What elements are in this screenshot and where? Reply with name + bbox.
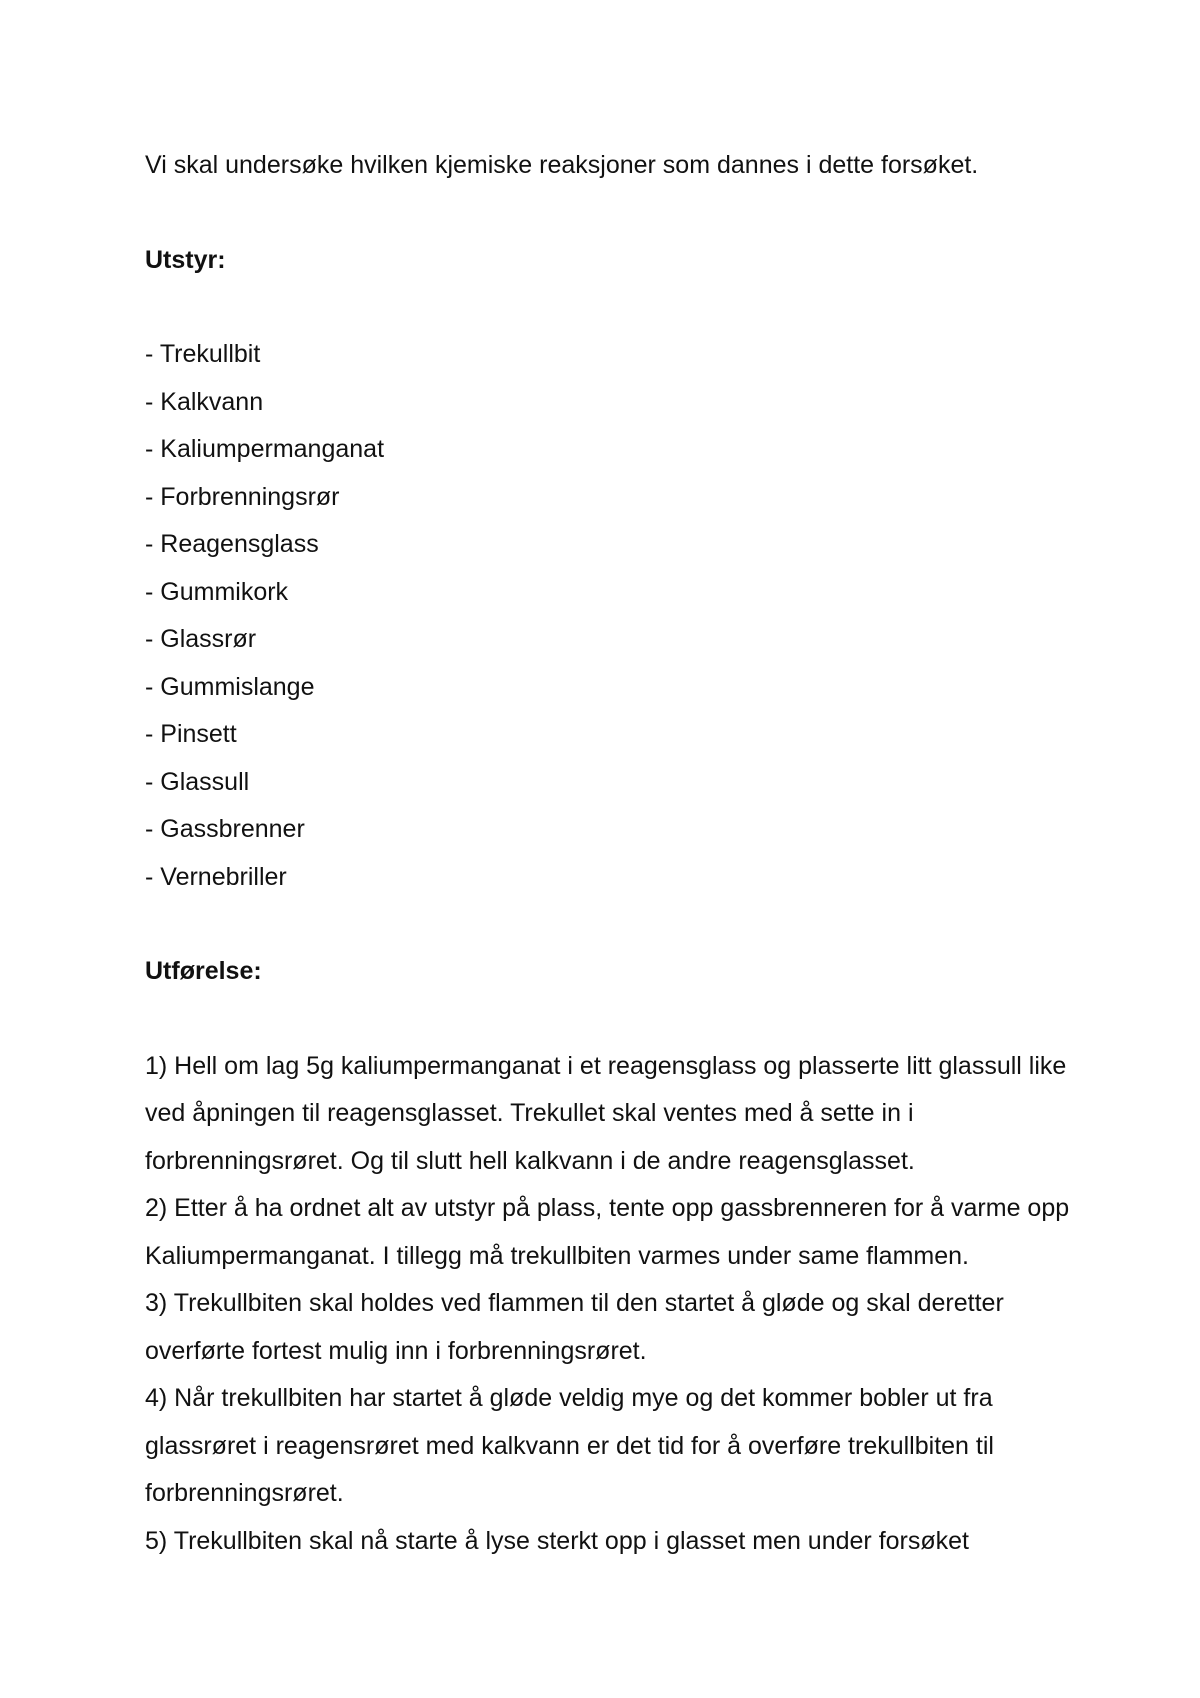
equipment-item: - Gummislange — [145, 672, 315, 701]
equipment-item: - Gassbrenner — [145, 815, 305, 843]
equipment-item: - Kalkvann — [145, 387, 264, 416]
equipment-heading: Utstyr: — [145, 245, 226, 274]
equipment-list — [145, 331, 1085, 901]
procedure-step: 1) Hell om lag 5g kaliumpermanganat i et reagensglass og plasserte litt glassull like ved åpningen til reagensglasset. Trekullet skal ventes med å sette in i forbrenningsrøret. Og til slutt hell kalkvann i de andre reagensglasset. — [145, 1051, 1067, 1175]
equipment-item: - Forbrenningsrør — [145, 482, 340, 511]
equipment-item: - Reagensglass — [145, 530, 319, 558]
equipment-item: - Trekullbit — [145, 340, 261, 368]
procedure-step: 3) Trekullbiten skal holdes ved flammen til den startet å gløde og skal deretter overførte fortest mulig inn i forbrenningsrøret. — [145, 1289, 1004, 1365]
procedure-heading: Utførelse: — [145, 957, 262, 985]
equipment-item: - Gummikork — [145, 577, 289, 606]
equipment-item: - Pinsett — [145, 720, 237, 748]
equipment-item: - Glassrør — [145, 625, 257, 653]
document-body — [145, 142, 1085, 1565]
equipment-item: - Glassull — [145, 767, 250, 796]
procedure-steps — [145, 1043, 1085, 1566]
equipment-item: - Kaliumpermanganat — [145, 435, 385, 463]
procedure-step: 5) Trekullbiten skal nå starte å lyse sterkt opp i glasset men under forsøket — [145, 1526, 969, 1555]
equipment-item: - Vernebriller — [145, 862, 287, 891]
intro-paragraph: Vi skal undersøke hvilken kjemiske reaksjoner som dannes i dette forsøket. — [145, 151, 979, 179]
procedure-step: 2) Etter å ha ordnet alt av utstyr på plass, tente opp gassbrenneren for å varme opp Kaliumpermanganat. I tillegg må trekullbiten varmes under same flammen. — [145, 1194, 1070, 1270]
procedure-step: 4) Når trekullbiten har startet å gløde veldig mye og det kommer bobler ut fra glassrøret i reagensrøret med kalkvann er det tid for å overføre trekullbiten til forbrenningsrøret. — [145, 1384, 994, 1507]
